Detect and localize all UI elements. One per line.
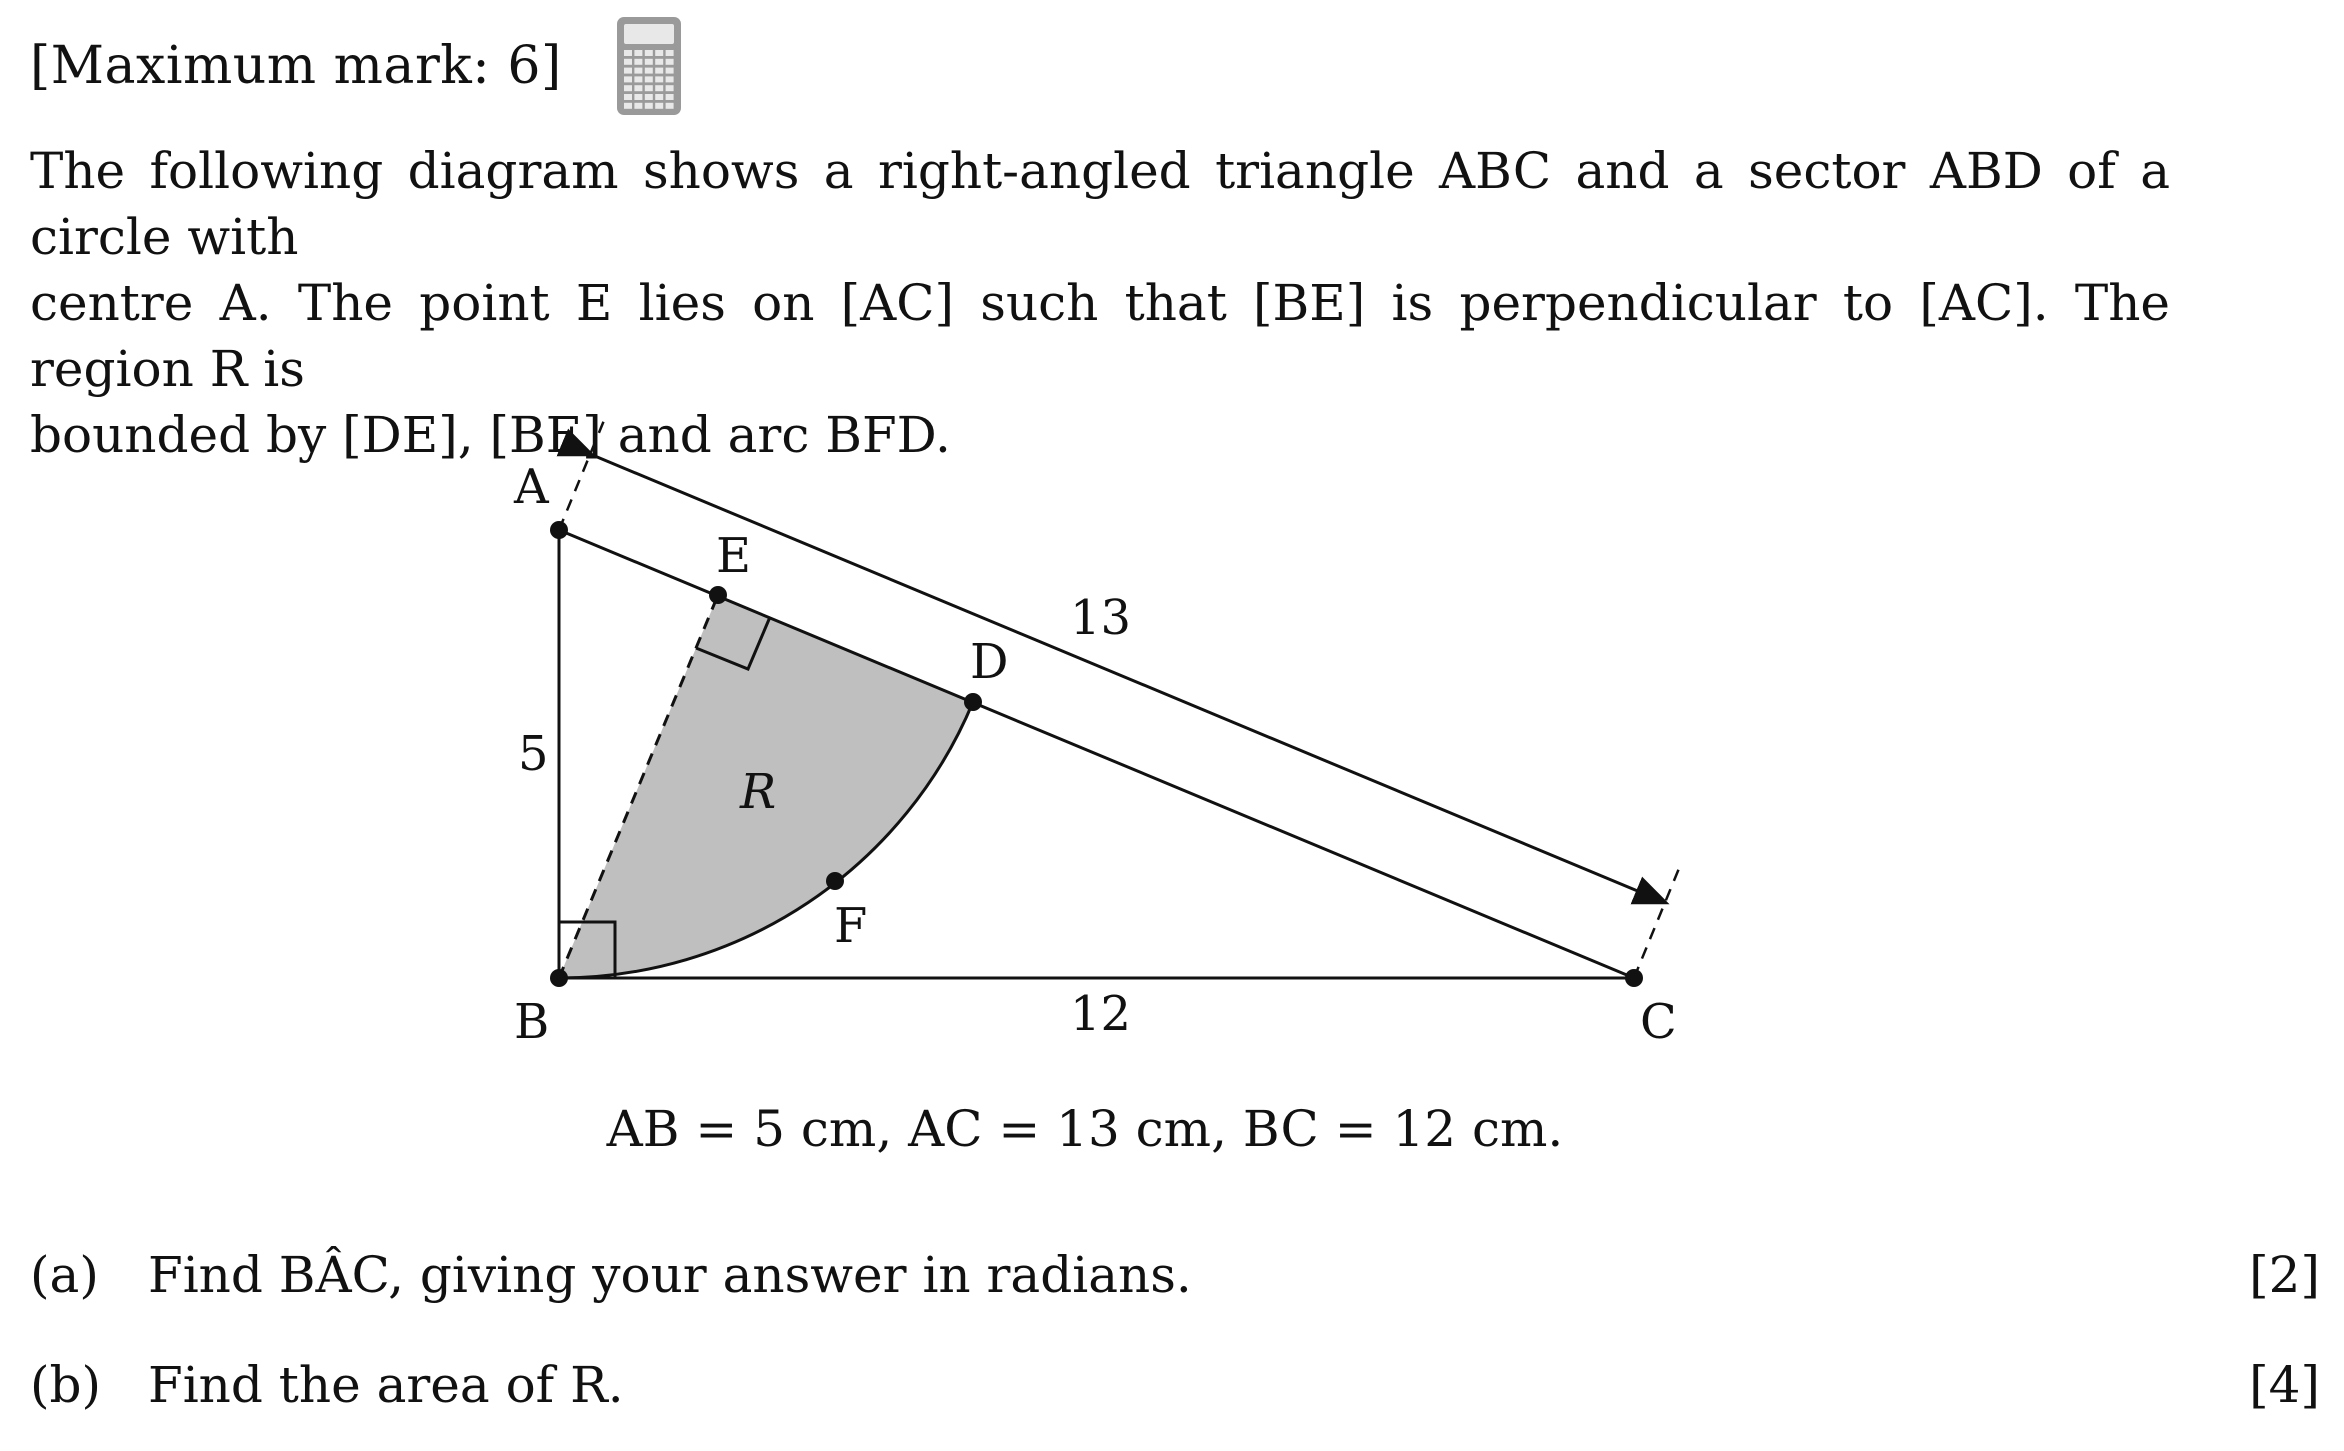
point-c bbox=[1625, 969, 1643, 987]
part-b-question: Find the area of R. bbox=[148, 1356, 624, 1414]
label-bc: 12 bbox=[1070, 986, 1132, 1042]
label-b: B bbox=[514, 994, 550, 1050]
part-b-label: (b) bbox=[30, 1356, 102, 1414]
given-lengths: AB = 5 cm, AC = 13 cm, BC = 12 cm. bbox=[606, 1100, 1564, 1158]
part-b-marks: [4] bbox=[2249, 1356, 2320, 1414]
intro-line-3: bounded by [DE], [BE] and arc BFD. bbox=[30, 406, 951, 464]
point-d bbox=[964, 693, 982, 711]
point-b bbox=[550, 969, 568, 987]
label-r: R bbox=[740, 764, 777, 820]
label-f: F bbox=[834, 898, 868, 954]
label-ab: 5 bbox=[518, 726, 549, 782]
extension-a bbox=[559, 418, 605, 530]
label-a: A bbox=[514, 459, 549, 515]
point-a bbox=[550, 521, 568, 539]
extension-c bbox=[1634, 866, 1680, 978]
label-ac: 13 bbox=[1070, 590, 1132, 646]
part-a-label: (a) bbox=[30, 1246, 99, 1304]
maximum-mark: [Maximum mark: 6] bbox=[30, 36, 562, 96]
label-e: E bbox=[716, 528, 752, 584]
point-f bbox=[826, 872, 844, 890]
point-e bbox=[709, 586, 727, 604]
intro-line-1: The following diagram shows a right-angled triangle ABC and a sector ABD of a circle with bbox=[30, 142, 2170, 266]
label-c: C bbox=[1640, 994, 1677, 1050]
intro-line-2: centre A. The point E lies on [AC] such that [BE] is perpendicular to [AC]. The region R is bbox=[30, 274, 2170, 398]
part-a-marks: [2] bbox=[2249, 1246, 2320, 1304]
part-a-question: Find BÂC, giving your answer in radians. bbox=[148, 1246, 1192, 1304]
label-d: D bbox=[970, 634, 1009, 690]
